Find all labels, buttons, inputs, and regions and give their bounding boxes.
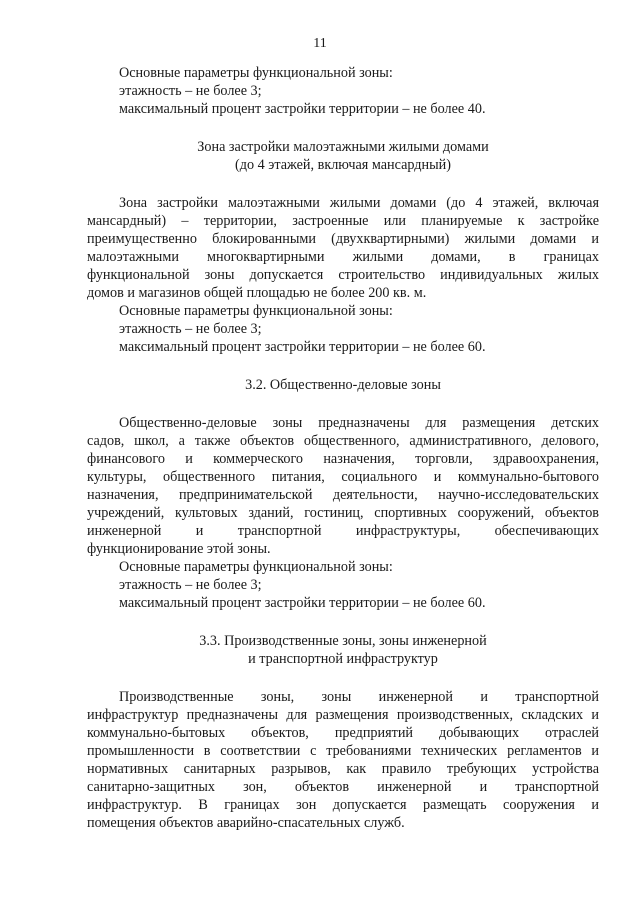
paragraph-line: учреждений, культовых зданий, гостиниц, спортивных сооружений, объектов <box>87 505 599 521</box>
params-coverage: максимальный процент застройки территории – не более 60. <box>119 595 486 611</box>
paragraph-line: садов, школ, а также объектов общественного, административного, делового, <box>87 433 599 449</box>
paragraph-line: инженерной и транспортной инфраструктуры, обеспечивающих <box>87 523 599 539</box>
section-heading: 3.2. Общественно-деловые зоны <box>245 377 441 393</box>
paragraph-line: коммунально-бытовых объектов, предприятий добывающих отраслей <box>87 725 599 741</box>
paragraph-line: промышленности в соответствии с требованиями технических регламентов и <box>87 743 599 759</box>
paragraph-line: санитарно-защитных зон, объектов инженерной и транспортной <box>87 779 599 795</box>
section-heading: Зона застройки малоэтажными жилыми домами <box>197 139 489 155</box>
paragraph-line: домов и магазинов общей площадью не более 200 кв. м. <box>87 285 427 301</box>
section-heading: 3.3. Производственные зоны, зоны инженерной <box>199 633 487 649</box>
paragraph-line: Зона застройки малоэтажными жилыми домами (до 4 этажей, включая <box>119 195 599 211</box>
paragraph-line: нормативных санитарных разрывов, как правило требующих устройства <box>87 761 599 777</box>
paragraph-line: финансового и коммерческого назначения, торговли, здравоохранения, <box>87 451 599 467</box>
paragraph <box>87 688 599 832</box>
params-title: Основные параметры функциональной зоны: <box>119 559 393 575</box>
paragraph-line: мансардный) – территории, застроенные или планируемые к застройке <box>87 213 599 229</box>
paragraph-line: функционирование этой зоны. <box>87 541 271 557</box>
paragraph-line: преимущественно блокированными (двухквартирными) жилыми домами и <box>87 231 599 247</box>
paragraph <box>87 194 599 302</box>
paragraph-line: Производственные зоны, зоны инженерной и транспортной <box>119 689 599 705</box>
paragraph-line: назначения, предпринимательской деятельности, научно-исследовательских <box>87 487 599 503</box>
page-content <box>87 64 599 832</box>
paragraph-line: Общественно-деловые зоны предназначены для размещения детских <box>119 415 599 431</box>
section-heading-sub: и транспортной инфраструктур <box>248 651 438 667</box>
paragraph <box>87 414 599 558</box>
params-coverage: максимальный процент застройки территории – не более 60. <box>119 339 486 355</box>
params-title: Основные параметры функциональной зоны: <box>119 303 393 319</box>
params-floors: этажность – не более 3; <box>119 83 262 99</box>
page-number: 11 <box>313 36 327 51</box>
params-title: Основные параметры функциональной зоны: <box>119 65 393 81</box>
paragraph-line: помещения объектов аварийно-спасательных служб. <box>87 815 405 831</box>
section-heading-sub: (до 4 этажей, включая мансардный) <box>235 157 451 173</box>
paragraph-line: инфраструктур предназначены для размещения производственных, складских и <box>87 707 599 723</box>
params-floors: этажность – не более 3; <box>119 577 262 593</box>
paragraph-line: культуры, общественного питания, социального и коммунально-бытового <box>87 469 599 485</box>
params-floors: этажность – не более 3; <box>119 321 262 337</box>
paragraph-line: малоэтажными многоквартирными жилыми домами, в границах <box>87 249 599 265</box>
paragraph-line: функциональной зоны допускается строительство индивидуальных жилых <box>87 267 599 283</box>
paragraph-line: инфраструктур. В границах зон допускается размещать сооружения и <box>87 797 599 813</box>
params-coverage: максимальный процент застройки территории – не более 40. <box>119 101 486 117</box>
